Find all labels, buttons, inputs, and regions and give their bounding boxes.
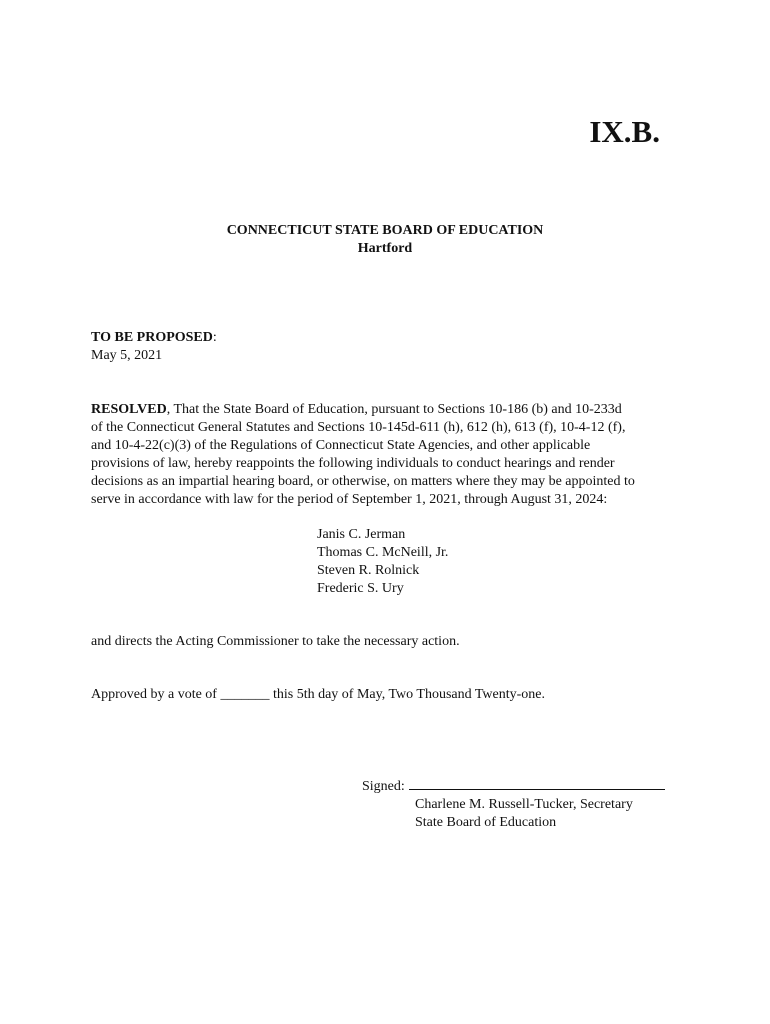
resolution-line: provisions of law, hereby reappoints the following individuals to conduct hearings and render	[91, 456, 615, 471]
signatory-title: State Board of Education	[415, 815, 557, 830]
proposal-date: May 5, 2021	[91, 348, 163, 363]
proposal-label-suffix: :	[212, 330, 217, 345]
proposal-block	[91, 329, 217, 365]
agenda-item-number: IX.B.	[589, 114, 660, 149]
appointee-name: Frederic S. Ury	[317, 581, 404, 596]
appointee-name: Janis C. Jerman	[317, 527, 406, 542]
resolution-line: and 10-4-22(c)(3) of the Regulations of Connecticut State Agencies, and other applicable	[91, 438, 591, 453]
signatory-name: Charlene M. Russell-Tucker, Secretary	[415, 797, 633, 812]
organization-name: CONNECTICUT STATE BOARD OF EDUCATION	[226, 223, 544, 238]
resolution-line-text: , That the State Board of Education, pursuant to Sections 10-186 (b) and 10-233d	[166, 402, 622, 417]
signature-block	[362, 775, 665, 832]
directive-text: and directs the Acting Commissioner to take the necessary action.	[91, 634, 460, 649]
resolution-lead: RESOLVED	[91, 402, 167, 417]
resolution-line: decisions as an impartial hearing board, or otherwise, on matters where they may be appointed to	[91, 474, 635, 489]
appointee-name: Steven R. Rolnick	[317, 563, 420, 578]
signature-label: Signed:	[362, 779, 405, 794]
appointee-name: Thomas C. McNeill, Jr.	[317, 545, 449, 560]
resolution-line	[91, 401, 691, 419]
resolution-line: serve in accordance with law for the period of September 1, 2021, through August 31, 2024:	[91, 492, 608, 507]
resolution-line: of the Connecticut General Statutes and Sections 10-145d-611 (h), 612 (h), 613 (f), 10-4-12 (f),	[91, 420, 626, 435]
signature-line	[409, 775, 665, 790]
document-header	[0, 222, 770, 258]
resolution-paragraph	[91, 401, 691, 509]
appointee-list	[317, 526, 448, 598]
approval-text: Approved by a vote of _______ this 5th day of May, Two Thousand Twenty-one.	[91, 687, 546, 702]
organization-city: Hartford	[357, 241, 413, 256]
proposal-label-row	[91, 329, 217, 347]
signature-row	[362, 775, 665, 796]
proposal-label: TO BE PROPOSED	[91, 330, 213, 345]
